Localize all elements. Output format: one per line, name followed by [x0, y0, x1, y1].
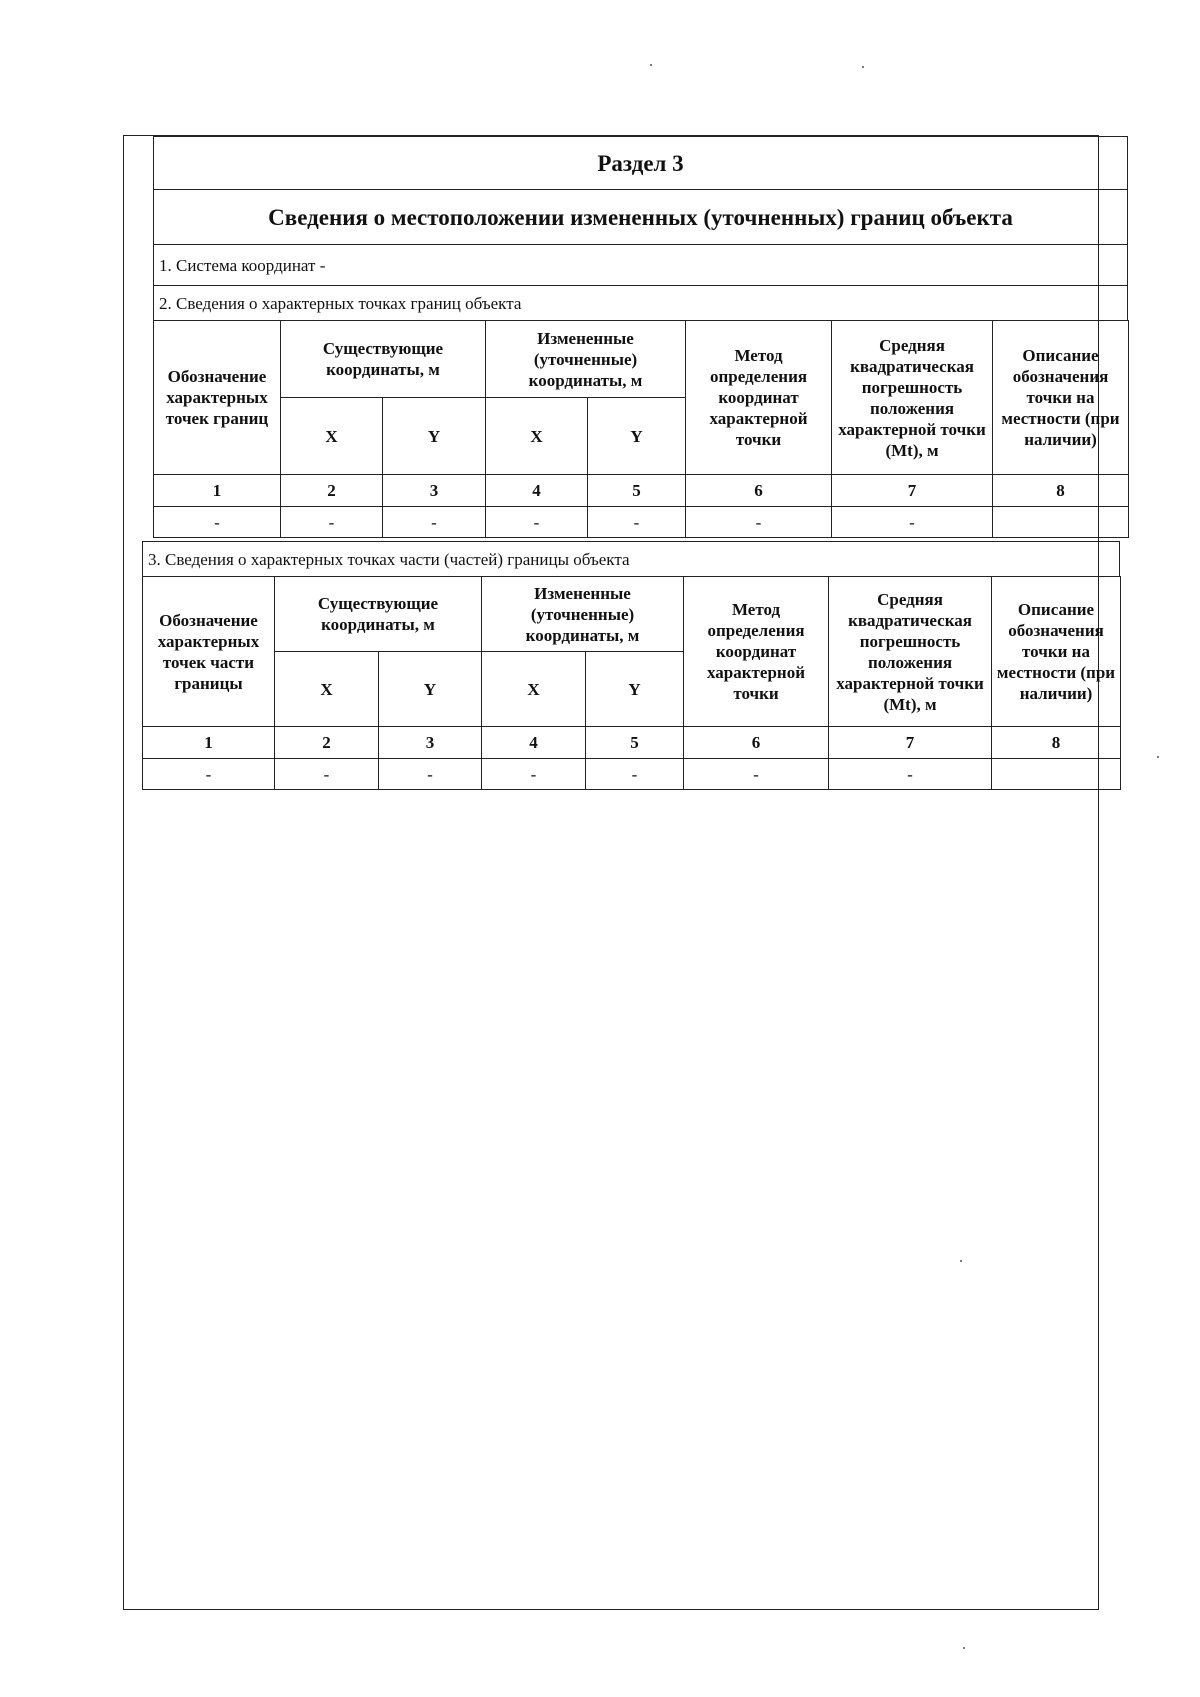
scan-speck	[862, 66, 864, 68]
col-number: 2	[275, 727, 379, 759]
col-number: 3	[379, 727, 482, 759]
coordinate-system-label: 1. Система координат -	[153, 244, 1128, 286]
header-y-existing: Y	[379, 652, 482, 727]
col-number: 7	[829, 727, 992, 759]
scan-speck	[963, 1647, 965, 1649]
table-cell: -	[486, 507, 588, 538]
table-cell: -	[832, 507, 993, 538]
header-changed-coords: Измененные (уточненные) координаты, м	[482, 577, 684, 652]
table-cell: -	[586, 759, 684, 790]
header-method: Метод определения координат характерной точки	[684, 577, 829, 727]
header-y-existing: Y	[383, 398, 486, 475]
col-number: 6	[686, 475, 832, 507]
header-description: Описание обозначения точки на местности (при наличии)	[992, 577, 1121, 727]
col-number: 6	[684, 727, 829, 759]
table-cell: -	[482, 759, 586, 790]
col-number: 8	[993, 475, 1129, 507]
header-error: Средняя квадратическая погрешность положения характерной точки (Mt), м	[829, 577, 992, 727]
table-cell	[993, 507, 1129, 538]
col-number: 5	[588, 475, 686, 507]
col-number: 4	[486, 475, 588, 507]
header-x-existing: X	[275, 652, 379, 727]
scan-speck	[960, 1260, 962, 1262]
table-cell: -	[684, 759, 829, 790]
table-cell: -	[143, 759, 275, 790]
header-existing-coords: Существующие координаты, м	[275, 577, 482, 652]
table-cell: -	[686, 507, 832, 538]
table-cell: -	[588, 507, 686, 538]
header-existing-coords: Существующие координаты, м	[281, 321, 486, 398]
col-number: 7	[832, 475, 993, 507]
table-cell: -	[829, 759, 992, 790]
col-number: 1	[143, 727, 275, 759]
header-error: Средняя квадратическая погрешность положения характерной точки (Mt), м	[832, 321, 993, 475]
table-cell: -	[154, 507, 281, 538]
col-number: 8	[992, 727, 1121, 759]
table-cell: -	[379, 759, 482, 790]
boundary-points-table	[153, 320, 1129, 538]
part-points-title: 3. Сведения о характерных точках части (частей) границы объекта	[142, 541, 1120, 577]
header-y-changed: Y	[588, 398, 686, 475]
header-description: Описание обозначения точки на местности (при наличии)	[993, 321, 1129, 475]
scan-speck	[1157, 756, 1159, 758]
header-point-designation: Обозначение характерных точек части границы	[143, 577, 275, 727]
section-subtitle: Сведения о местоположении измененных (уточненных) границ объекта	[153, 189, 1128, 245]
part-points-table	[142, 576, 1121, 790]
table-cell: -	[383, 507, 486, 538]
col-number: 4	[482, 727, 586, 759]
section-title: Раздел 3	[153, 136, 1128, 190]
table-cell: -	[275, 759, 379, 790]
col-number: 1	[154, 475, 281, 507]
col-number: 5	[586, 727, 684, 759]
header-changed-coords: Измененные (уточненные) координаты, м	[486, 321, 686, 398]
header-x-changed: X	[482, 652, 586, 727]
header-method: Метод определения координат характерной точки	[686, 321, 832, 475]
table-cell: -	[281, 507, 383, 538]
col-number: 2	[281, 475, 383, 507]
header-point-designation: Обозначение характерных точек границ	[154, 321, 281, 475]
boundary-points-title: 2. Сведения о характерных точках границ объекта	[153, 285, 1128, 321]
header-x-changed: X	[486, 398, 588, 475]
header-y-changed: Y	[586, 652, 684, 727]
scan-speck	[650, 64, 652, 66]
header-x-existing: X	[281, 398, 383, 475]
col-number: 3	[383, 475, 486, 507]
table-cell	[992, 759, 1121, 790]
